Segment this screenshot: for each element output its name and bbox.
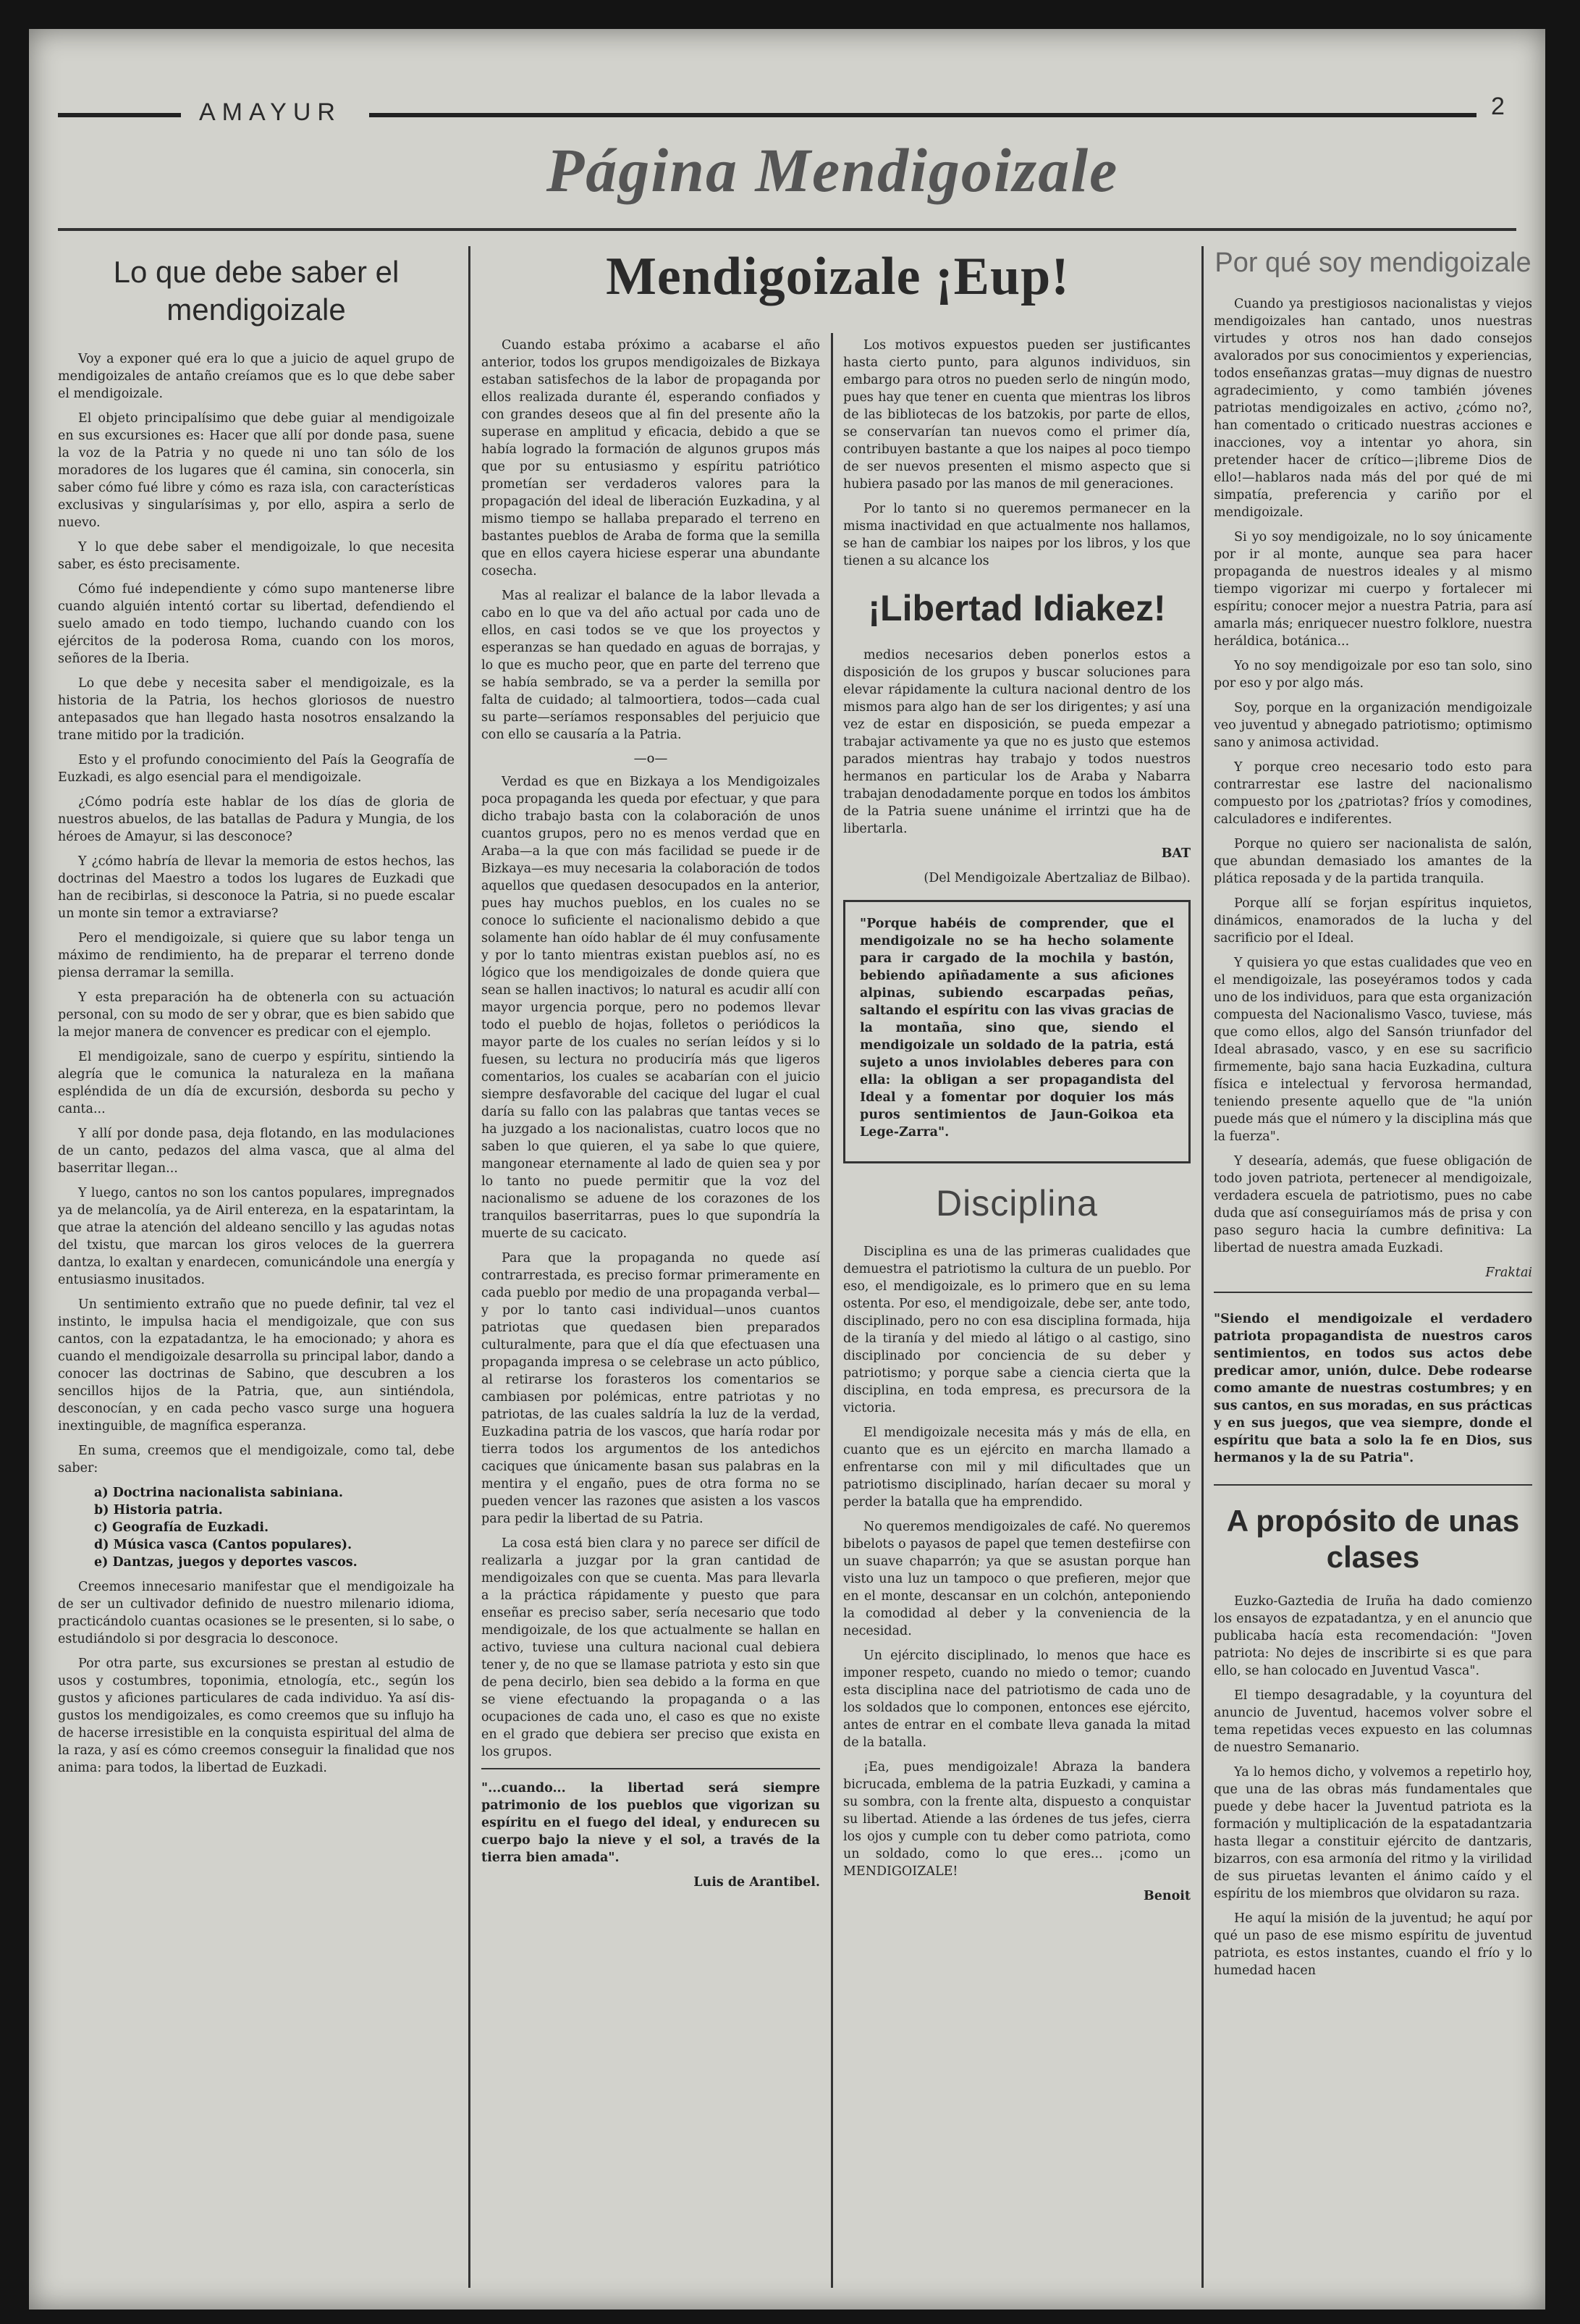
quote-text: "...cuando... la libertad será siempre patrimonio de los pueblos que vigorizan su espíritu en el fuego del ideal, y endurecen su cuerpo bajo la nieve y el sol, a través de la tierra bien amada". <box>481 1781 820 1865</box>
paragraph: Si yo soy mendigoizale, no lo soy únicamente por ir al monte, aunque sea para hacer propaganda de nuestros ideales y al mismo tiempo vigorizar mi cuerpo y fortalecer mi espíritu; conocer mejor a nuestra Patria, para así amarla más; enriquecer nuestro folklore, nuestra heráldica, botánica... <box>1214 530 1532 649</box>
quote-signature: Luis de Arantibel. <box>693 1875 820 1890</box>
article-title-mendigoizale-eup: Mendigoizale ¡Eup! <box>606 247 1070 306</box>
paragraph: medios necesarios deben ponerlos estos a disposición de los grupos y buscar soluciones para elevar rápidamente la cultura nacional dentro de los mismos para algo han de ser los dirigentes; y así una vez de estar en disposición, se pueda empezar a trabajar activamente ya que no es justo que estemos parados mientras hay trabajo y todos nuestros hermanos en particular los de Araba y Nabarra trabajan denodadamente porque en todos los ámbitos de la Patria suene unánime el irrintzi que ha de libertarla. <box>843 648 1191 836</box>
masthead-rule-right <box>369 113 1477 117</box>
list-item: b) Historia patria. <box>94 1503 223 1517</box>
divider <box>1214 1292 1532 1293</box>
paragraph: Cuando ya prestigiosos nacionalistas y viejos mendigoizales han cantado, unos nuestras virtudes y otros nos han dado consejos avalorados por sus conocimientos y experiencias, todos enseñanzas gratas—muy dignas de nuestro agradecimiento, y como también jóvenes patriotas mendigoizales en activo, ¿cómo no?, han comentado o criticado nuestras acciones e inacciones, voy a intentar yo ahora, sin pretender hacer de crítico—¡libreme Dios de ello!—hablaros nada más del por qué de mi simpatía, preferencia y cariño por el mendigoizale. <box>1214 297 1532 520</box>
paragraph: Por lo tanto si no queremos permanecer en la misma inactividad en que actualmente nos hallamos, se han de cambiar los naipes por los libros, y los que tienen a su alcance los <box>843 502 1191 568</box>
title-divider <box>58 228 1516 231</box>
paragraph: No queremos mendigoizales de café. No queremos bibelots o payasos de papel que temen destefiirse con un suave chaparrón; ya que se asustan porque han visto una luz un tampoco o que prefieren, mejor que en el monte, descansar en un colchón, anteponiendo la comodidad al deber y la conveniencia de la necesidad. <box>843 1520 1191 1638</box>
subheading-libertad-idiakez: ¡Libertad Idiakez! <box>868 588 1166 628</box>
paragraph: Soy, porque en la organización mendigoizale veo juventud y abnegado patriotismo; optimismo sano y animosa actividad. <box>1214 701 1532 750</box>
paragraph: ¡Ea, pues mendigoizale! Abraza la bandera bicrucada, emblema de la patria Euzkadi, y camina a su sombra, con la frente alta, dispuesto a conquistar su libertad. Atiende a las órdenes de tus jefes, cierra los ojos y cumple con tu deber como patriota, como un soldado, como lo que eres... ¡como un MENDIGOIZALE! <box>843 1760 1191 1879</box>
list-item: e) Dantzas, juegos y deportes vascos. <box>94 1555 358 1570</box>
paragraph: Porque no quiero ser nacionalista de salón, que abundan demasiado los amantes de la plática reposada y de la partida tranquila. <box>1214 837 1532 886</box>
paragraph: ¿Cómo podría este hablar de los días de gloria de nuestros abuelos, de las batallas de Padura y Mungia, de los héroes de Amayur, si las desconoce? <box>58 795 455 844</box>
column-rule <box>831 333 833 2288</box>
page-number: 2 <box>1491 93 1505 120</box>
article-mendigoizale-eup <box>481 337 820 2284</box>
masthead-name: AMAYUR <box>199 98 342 126</box>
paragraph: El mendigoizale necesita más y más de ella, en cuanto que es un ejército en marcha llamado a enfrentarse con mil y mil dificultades que un patriotismo disciplinado, harían decaer su moral y perder la batalla que ha emprendido. <box>843 1426 1191 1510</box>
paragraph: Y allí por donde pasa, deja flotando, en las modulaciones de un canto, pedazos del alma vasca, que al alma del baserritar llegan... <box>58 1127 455 1176</box>
masthead <box>58 71 1516 126</box>
paragraph: Cuando estaba próximo a acabarse el año anterior, todos los grupos mendigoizales de Bizkaya estaban satisfechos de la labor de propaganda por ellos realizada durante él, esperando confiados y con grandes deseos que al fin del presente año la superase en amplitud y eficacia, debido a que se había logrado la formación de algunos grupos más que por su entusiasmo y espíritu patriótico prometían ser verdaderos valores para la propagación del ideal de liberación Euzkadina, y al mismo tiempo se hallaba preparado el terreno en bastantes pueblos de Araba de forma que la semilla que en ellos cayera hiciese esperar una abundante cosecha. <box>481 338 820 578</box>
paragraph: Y desearía, además, que fuese obligación de todo joven patriota, pertenecer al mendigoizale, verdadera escuela de patriotismo, pues no cabe duda que así conseguiríamos más de prisa y con paso seguro hacia la cumbre definitiva: La libertad de nuestra amada Euzkadi. <box>1214 1154 1532 1255</box>
signature: Benoit <box>1143 1889 1191 1903</box>
signature: BAT <box>1161 846 1191 861</box>
paragraph: Y ¿cómo habría de llevar la memoria de estos hechos, las doctrinas del Maestro a todos los lugares de Euzkadi que han de recibirlas, si desconoce la Patria, si no puede escalar un monte sin temor a extraviarse? <box>58 854 455 921</box>
column-rule <box>1201 246 1204 2288</box>
quote-text: "Porque habéis de comprender, que el mendigoizale no se ha hecho solamente para ir cargado de la mochila y bastón, bebiendo apiñadamente a sus aficiones alpinas, subiendo escarpadas peñas, saltando el espíritu con las vivas gracias de la montaña, sino que, siendo el mendigoizale un soldado de la patria, está sujeto a unos inviolables deberes para con ella: la obligan a ser propagandista del Ideal y a fomentar por doquier los más puros sentimientos de Jaun-Goikoa eta Lege-Zarra". <box>860 917 1174 1140</box>
knowledge-list <box>94 1484 455 1571</box>
quote-box <box>1214 1303 1532 1486</box>
paragraph: Yo no soy mendigoizale por eso tan solo, sino por eso y por algo más. <box>1214 659 1532 691</box>
article-title: Por qué soy mendigoizale <box>1214 248 1532 278</box>
quote-text: "Siendo el mendigoizale el verdadero patriota propagandista de nuestros caros sentimientos, en todos sus actos debe predicar amor, unión, dulce. Debe rodearse como amante de nuestras costumbres; y en sus cantos, en sus moradas, en sus prácticas y en sus juegos, que vea siempre, donde el espíritu que bata a solo la fe en Dios, sus hermanos y la de su Patria". <box>1214 1312 1532 1465</box>
quote-box <box>843 900 1191 1163</box>
paragraph: Y luego, cantos no son los cantos populares, impregnados ya de melancolía, ya de Airil entereza, en la espatarintam, la que atrae la atención del aldeano sencillo y las agudas notas del txistu, que marcan los giros veloces de la guerrera dantza, lo exaltan y enardecen, comunicándole una energía y entusiasmo inusitados. <box>58 1186 455 1287</box>
paragraph: Por otra parte, sus excursiones se prestan al estudio de usos y costumbres, toponimia, etnología, etc., según los gustos y aficiones particulares de cada individuo. Ya así dis-gustos los mendigoizales, es como creemos que su influjo ha de hacerse irresistible en la conquista espiritual del alma de la raza, y así es cómo creemos conseguir la finalidad que nos anima: para todos, la libertad de Euzkadi. <box>58 1656 455 1775</box>
paragraph: Cómo fué independiente y cómo supo mantenerse libre cuando alguién intentó cortar su libertad, defendiendo el suelo amado en todo tiempo, luchando cuando con los ejércitos de la poderosa Roma, cuando con los moros, señores de la Iberia. <box>58 582 455 666</box>
list-item: d) Música vasca (Cantos populares). <box>94 1538 352 1552</box>
paragraph: En suma, creemos que el mendigoizale, como tal, debe saber: <box>58 1444 455 1475</box>
list-item: c) Geografía de Euzkadi. <box>94 1520 269 1535</box>
paragraph: Verdad es que en Bizkaya a los Mendigoizales poca propaganda les queda por efectuar, y que para dicho trabajo basta con la colaboración de unos cuantos grupos, pero no es menos verdad que en Araba—a la que con más facilidad se puede ir de Bizkaya—es muy necesaria la colaboración de todos aquellos que quedasen desocupados en la anterior, pues hay muchos pueblos, en los cuales no se conoce lo suficiente el nacionalismo debido a que solamente han oído hablar de él muy confusamente y por lo tanto mientras existan pueblos así, no es lógico que los mendigoizales de donde quiera que sean se hallen inactivos; lo natural es acudir allí con mayor urgencia porque, pero no podemos llevar todo el pueblo de hojas, folletos o periódicos la mayor parte de los cuales no serían leídos y si lo fuesen, su lectura no produciría más que ligeros comentarios, los cuales se acabarían con el juicio siempre desfavorable del cacique del lugar el cual daría su fallo con las palabras que tantas veces se ha juzgado a los nacionalistas, cuatro locos que no saben lo que quieren, el ya sabe lo que quiere, mangonear eternamente al lado de quien sea y por lo tanto no puede permitir que la voz del nacionalismo se aduene de los corazones de los tranquilos baserritarras, pues lo que supondría la muerte de su cacicato. <box>481 775 820 1241</box>
paragraph: Disciplina es una de las primeras cualidades que demuestra el patriotismo la cultura de un pueblo. Por eso, el mendigoizale, es lo primero que en su lema ostenta. Por eso, el mendigoizale, debe ser, ante todo, disciplinado, pero no con esa disciplina formada, hija de la tiranía y del miedo al látigo o al castigo, sino disciplinado por conciencia de su deber y patriotismo; y porque sabe a ciencia cierta que la disciplina, en toda empresa, es precursora de la victoria. <box>843 1245 1191 1415</box>
signature-source: (Del Mendigoizale Abertzaliaz de Bilbao). <box>924 871 1191 885</box>
paragraph: Euzko-Gaztedia de Iruña ha dado comienzo los ensayos de ezpatadantza, y en el anuncio que publicaba hacía esta recomendación: "Joven patriota: No dejes de inscribirte si es que para ello, se han colocado en Juventud Vasca". <box>1214 1594 1532 1678</box>
list-item: a) Doctrina nacionalista sabiniana. <box>94 1486 344 1500</box>
subheading-disciplina: Disciplina <box>936 1183 1098 1224</box>
paragraph: Lo que debe y necesita saber el mendigoizale, es la historia de la Patria, los hechos gloriosos de nuestro antepasados que han llegado hasta nosotros ensalzando la trane mitido por la tradición. <box>58 676 455 743</box>
paragraph: Un sentimiento extraño que no puede definir, tal vez el instinto, le impulsa hacia el mendigoizale, que con sus cantos, con la ezpatadantza, le ha emocionado; y ahora es cuando el mendigoizale desarrolla su principal labor, dando a conocer las doctrinas de Sabino, que descubren a los sencillos hijos de la Patria, que, aun sintiéndola, desconocían, y en cada pecho vasco surge una hoguera inextinguible, de magnífica esperanza. <box>58 1297 455 1433</box>
paragraph: Y lo que debe saber el mendigoizale, lo que necesita saber, es ésto precisamente. <box>58 540 455 572</box>
article-lo-que-debe-saber <box>58 253 455 2281</box>
paragraph: Creemos innecesario manifestar que el mendigoizale ha de ser un cultivador definido de nuestro milenario idioma, practicándolo cuantas ocasiones se le presenten, si lo sabe, o estudiándolo si por desgracia lo desconoce. <box>58 1580 455 1646</box>
article-title: Lo que debe saber el mendigoizale <box>113 255 400 327</box>
paragraph: Para que la propaganda no quede así contrarrestada, es preciso formar primeramente en cada pueblo por medio de una propaganda verbal—y por lo tanto casi individual—unos cuantos patriotas que quedasen bien preparados culturalmente, para que el día que efectuasen una propaganda impresa o se celebrase un acto público, al retirarse los forasteros los comentarios se cambiasen por polémicas, entre patriotas y no patriotas, de las cuales saldría la luz de la verdad, Euzkadina patria de los vascos, que haría rodar por tierra todos los argumentos de los antedichos caciques que únicamente basan sus palabras en la mentira y el engaño, pues de otra forma no se pueden vencer las razones que asisten a los vascos para pedir la libertad de su Patria. <box>481 1251 820 1526</box>
section-separator: —o— <box>633 751 668 766</box>
paragraph: He aquí la misión de la juventud; he aquí por qué un paso de ese mismo espíritu de juventud patriota, es estos instantes, cuando el frío y lo humedad hacen <box>1214 1911 1532 1978</box>
page-title: Página Mendigoizale <box>546 135 1119 205</box>
paragraph: El tiempo desagradable, y la coyuntura del anuncio de Juventud, hacemos volver sobre el tema repetidas veces expuesto en las columnas de nuestro Semanario. <box>1214 1688 1532 1755</box>
paragraph: Y quisiera yo que estas cualidades que veo en el mendigoizale, las poseyéramos todos y cada uno de los individuos, para que esta organización compuesta del Nacionalismo Vasco, tuviese, más que como ellos, algo del Sansón triunfador del Ideal abrasado, vasco, y en ese su sacrificio firmemente, bajo sana hacia Euzkadina, cultura física e intelectual y fervorosa hermandad, teniendo presente aquello que de "la unión puede más que el número y la disciplina más que la fuerza". <box>1214 956 1532 1144</box>
paragraph: Ya lo hemos dicho, y volvemos a repetirlo hoy, que una de las obras más fundamentales que puede y debe hacer la Juventud patriota es la formación y multiplicación de la espatadantzaria hasta llegar a constituir ejército de dantzaris, bizarros, con esa armonía del ritmo y la virilidad de sus piruetas levanten el ánimo caído y el espíritu de los miembros que olvidaron su raza. <box>1214 1765 1532 1901</box>
article-column-3 <box>843 337 1191 2284</box>
article-por-que-soy-mendigoizale <box>1214 246 1532 2284</box>
paragraph: Voy a exponer qué era lo que a juicio de aquel grupo de mendigoizales de antaño creíamos que es lo que debe saber el mendigoizale. <box>58 352 455 401</box>
column-rule <box>468 246 470 2288</box>
paragraph: Los motivos expuestos pueden ser justificantes hasta cierto punto, para algunos individuos, sin embargo para otros no pueden serlo de ningún modo, pues hay que tener en cuenta que mientras los libros de las bibliotecas de los batzokis, por parte de ellos, se conservarían tan nuevos como el primer día, contribuyen bastante a que los naipes al poco tiempo de ser nuevos presenten el mismo aspecto que si hubiera pasado por las manos de mil generaciones. <box>843 338 1191 492</box>
paragraph: Pero el mendigoizale, si quiere que su labor tenga un máximo de rendimiento, ha de preparar el terreno donde piensa derramar la semilla. <box>58 931 455 980</box>
paragraph: La cosa está bien clara y no parece ser difícil de realizarla a juzgar por la gran cantidad de mendigoizales con que se cuenta. Mas para llevarla a la práctica rápidamente y puesto que para enseñar es preciso saber, sería necesario que todo mendigoizale, de los que actualmente se hallan en activo, tuviese una cultura nacional cual debiera tener y, de no que se llamase patriota y esto sin que de pena decirlo, bien sea debido a la forma en que se viene efectuando la propaganda o a las ocupaciones de cada uno, el caso es que no existe en el grado que debiera ser preciso que exista en los grupos. <box>481 1536 820 1759</box>
paragraph: Esto y el profundo conocimiento del País la Geografía de Euzkadi, es algo esencial para el mendigoizale. <box>58 753 455 785</box>
paragraph: Porque allí se forjan espíritus inquietos, dinámicos, enamorados de la lucha y del sacrificio por el Ideal. <box>1214 896 1532 946</box>
paragraph: El mendigoizale, sano de cuerpo y espíritu, sintiendo la alegría que le comunica la naturaleza en la mañana espléndida de un día de excursión, desborda su pecho y canta... <box>58 1050 455 1116</box>
signature: Fraktai <box>1485 1266 1532 1280</box>
quote-box <box>481 1768 820 1891</box>
paragraph: Mas al realizar el balance de la labor llevada a cabo en lo que va del año actual por cada uno de ellos, en casi todos se ve que los proyectos y esperanzas se han quedado en aguas de borrajas, y lo que es mucho peor, que en parte del terreno que se había sembrado, se va a perder la semilla por falta de cuidado; al talmoortiera, todos—cada cual su parte—seríamos responsables del perjuicio que con ello se causaría a la Patria. <box>481 589 820 742</box>
paragraph: Y esta preparación ha de obtenerla con su actuación personal, con su modo de ser y obrar, que es bien sabido que la mejor manera de convencer es predicar con el ejemplo. <box>58 990 455 1040</box>
paragraph: Y porque creo necesario todo esto para contrarrestar ese lastre del nacionalismo compuesto por los ¿patriotas? fríos y comodines, calculadores e indiferentes. <box>1214 760 1532 827</box>
masthead-rule-left <box>58 113 181 117</box>
paragraph: Un ejército disciplinado, lo menos que hace es imponer respeto, cuando no miedo o temor; cuando esta disciplina nace del patriotismo de cada uno de los soldados que lo componen, entonces ese ejército, antes de entrar en el combate lleva ganada la mitad de la batalla. <box>843 1649 1191 1750</box>
newspaper-page <box>29 29 1545 2310</box>
subheading-a-proposito: A propósito de unas clases <box>1226 1504 1520 1574</box>
paragraph: El objeto principalísimo que debe guiar al mendigoizale en sus excursiones es: Hacer que allí por donde pasa, suene la voz de la Patria y no quede ni uno tan sólo de los moradores de los lugares que él camina, sin conocerla, sin saber cómo fué libre y cómo es raza isla, con características exclusivas y singularísimas y, por ello, aspira a serlo de nuevo. <box>58 411 455 530</box>
